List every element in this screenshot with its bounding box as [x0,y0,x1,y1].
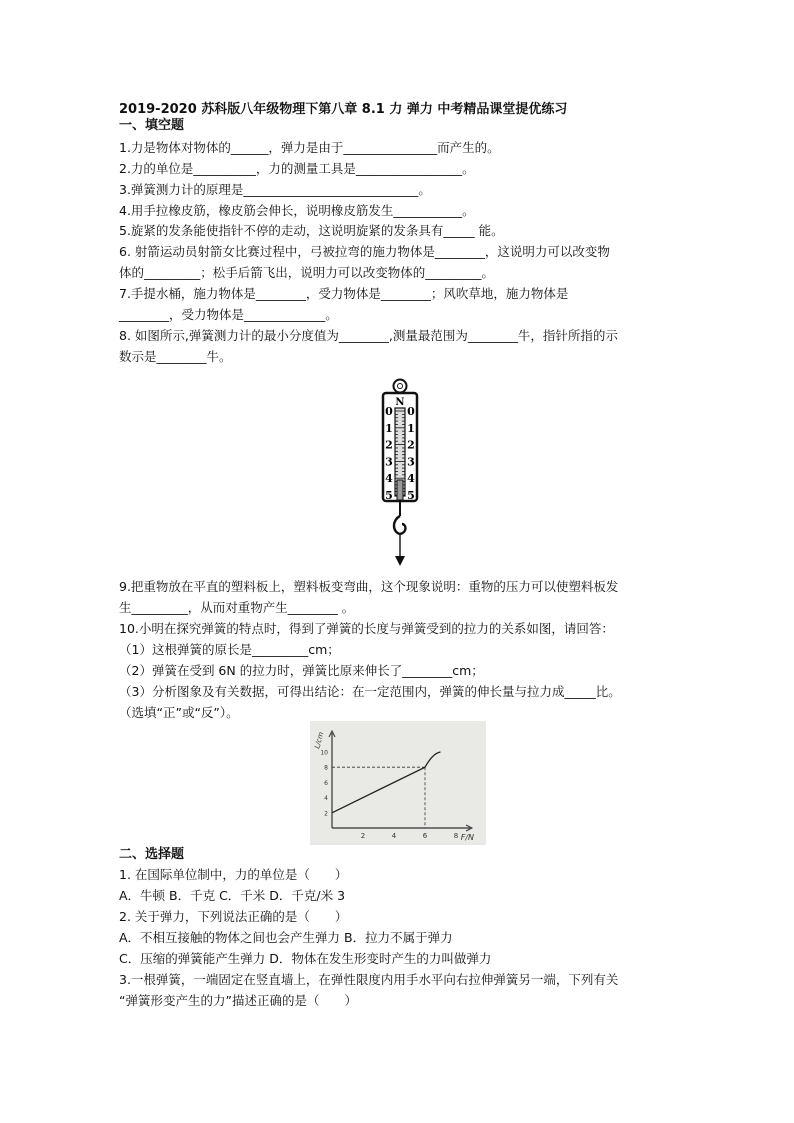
scale-label-right: 3 [407,455,415,469]
question-1: 1.力是物体对物体的______，弹力是由于_______________而产生的。 [119,140,500,155]
question-2: 2.力的单位是__________，力的测量工具是_________________。 [119,161,475,176]
scale-ring [394,380,407,393]
choice-question-2-options-cd: C．压缩的弹簧能产生弹力 D．物体在发生形变时产生的力叫做弹力 [119,951,492,966]
chart-y-tick-label: 10 [320,749,328,757]
scale-label-right: 1 [407,421,415,435]
chart-photo-background [310,721,486,845]
question-4: 4.用手拉橡皮筋，橡皮筋会伸长，说明橡皮筋发生___________。 [119,203,475,218]
scale-label-right: 0 [407,405,415,418]
spring-length-chart [310,721,486,845]
section-heading-fill-blank: 一、填空题 [119,118,185,133]
question-9-line-2: 生_________，从而对重物产生________ 。 [119,600,355,615]
question-10-part-1: （1）这根弹簧的原长是_________cm； [119,642,340,657]
scale-label-left: 5 [385,489,393,502]
question-6-line-1: 6. 射箭运动员射箭女比赛过程中，弓被拉弯的施力物体是________，这说明力可以改变物 [119,244,610,259]
chart-y-tick-label: 8 [324,764,328,772]
choice-question-2: 2. 关于弹力，下列说法正确的是（ ） [119,909,348,924]
scale-label-left: 2 [385,438,393,452]
chart-x-tick-label: 2 [360,832,366,840]
chart-y-tick-label: 2 [324,810,328,818]
chart-x-label: F/N [460,833,474,842]
question-6-line-2: 体的_________；松手后箭飞出，说明力可以改变物体的_________。 [119,265,495,280]
question-10-stem: 10.小明在探究弹簧的特点时，得到了弹簧的长度与弹簧受到的拉力的关系如图，请回答： [119,621,614,636]
question-3: 3.弹簧测力计的原理是____________________________。 [119,182,431,197]
scale-pointer [397,480,403,500]
scale-label-left: 1 [385,421,393,435]
choice-question-1-options: A．牛顿 B．千克 C．千米 D．千克/米 3 [119,888,346,903]
choice-question-3-line-1: 3.一根弹簧，一端固定在竖直墙上，在弹性限度内用手水平向右拉伸弹簧另一端，下列有关 [119,972,619,987]
chart-x-tick-label: 8 [453,832,459,840]
page-title: 2019-2020 苏科版八年级物理下第八章 8.1 力 弹力 中考精品课堂提优练习 [119,102,568,117]
scale-label-right: 5 [407,489,415,502]
chart-y-tick-label: 6 [324,779,328,787]
question-10-part-3-note: （选填“正”或“反”）。 [119,705,239,720]
section-heading-choice: 二、选择题 [119,847,185,862]
chart-y-tick-label: 4 [324,795,328,803]
scale-label-left: 4 [385,472,393,486]
scale-hook [394,516,406,534]
chart-x-tick-label: 6 [422,832,428,840]
question-8-line-1: 8. 如图所示,弹簧测力计的最小分度值为________,测量最范围为________牛，指针所指的示 [119,328,618,343]
spring-scale-figure [370,376,430,572]
chart-y-label: L/cm [313,731,326,750]
force-arrow-head [395,556,405,566]
choice-question-1: 1. 在国际单位制中，力的单位是（ ） [119,867,348,882]
question-9-line-1: 9.把重物放在平直的塑料板上，塑料板变弯曲，这个现象说明：重物的压力可以使塑料板发 [119,579,619,594]
question-7-line-2: ________，受力物体是_____________。 [119,307,338,322]
question-10-part-3: （3）分析图象及有关数据，可得出结论：在一定范围内，弹簧的伸长量与拉力成_____比。 [119,684,621,699]
scale-label-left: 0 [385,405,393,418]
question-8-line-2: 数示是________牛。 [119,349,232,364]
choice-question-3-line-2: “弹簧形变产生的力”描述正确的是（ ） [119,993,357,1008]
choice-question-2-options-ab: A．不相互接触的物体之间也会产生弹力 B．拉力不属于弹力 [119,930,453,945]
scale-unit-label: N [395,397,405,408]
question-10-part-2: （2）弹簧在受到 6N 的拉力时，弹簧比原来伸长了________cm； [119,663,484,678]
question-7-line-1: 7.手提水桶，施力物体是________，受力物体是________；风吹草地，施力物体是 [119,286,569,301]
chart-x-tick-label: 4 [391,832,397,840]
question-5: 5.旋紧的发条能使指针不停的走动，这说明旋紧的发条具有_____ 能。 [119,223,504,238]
scale-label-right: 4 [407,472,415,486]
scale-label-left: 3 [385,455,393,469]
scale-label-right: 2 [407,438,415,452]
